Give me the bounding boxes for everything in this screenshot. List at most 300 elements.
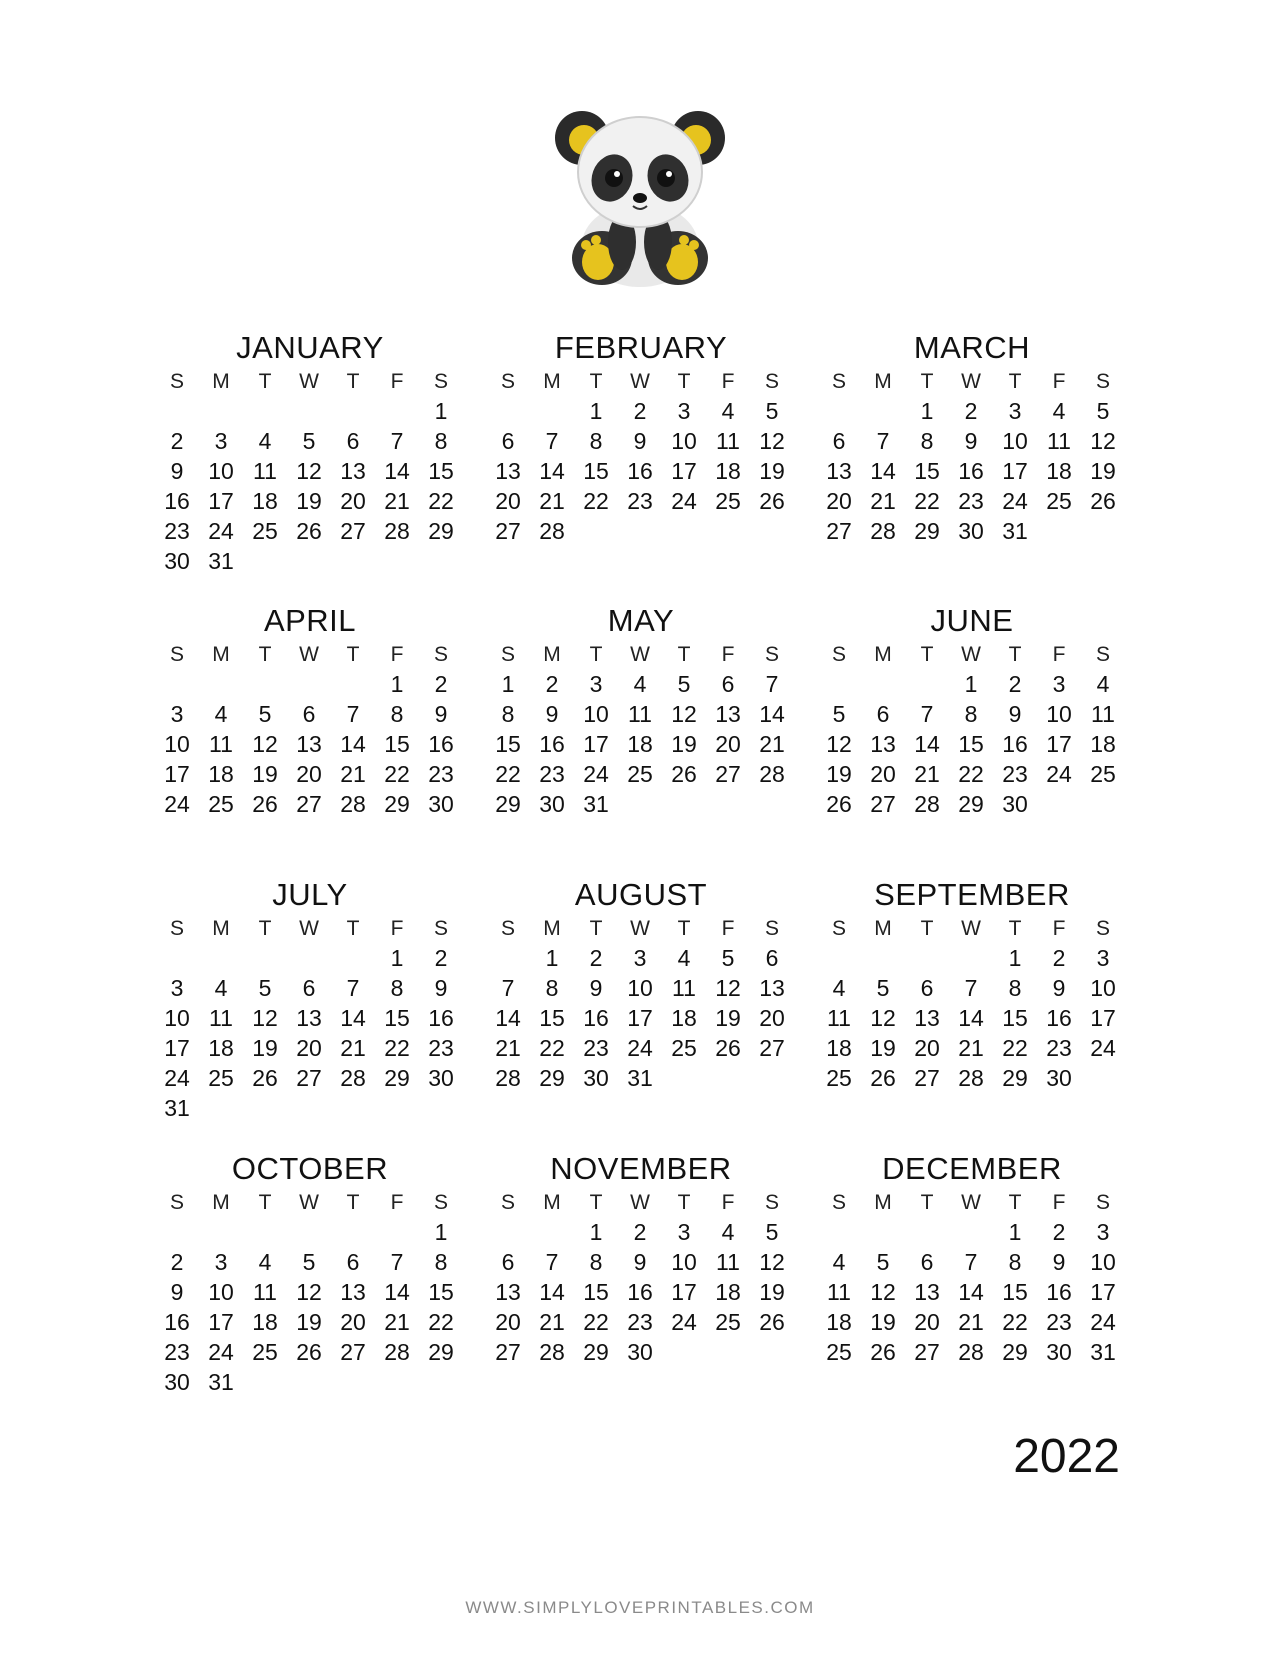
empty-cell — [331, 943, 375, 973]
day-cell: 4 — [214, 975, 228, 1001]
day-cell: 5 — [876, 975, 890, 1001]
month-grid — [155, 640, 465, 819]
month-grid — [817, 1188, 1127, 1367]
day-cell: 18 — [826, 1309, 852, 1335]
day-cell: 11 — [827, 1279, 851, 1305]
day-cell: 3 — [1096, 1219, 1110, 1245]
day-cell: 24 — [671, 488, 697, 514]
day-cell: 26 — [252, 791, 278, 817]
day-cell: 4 — [258, 1249, 272, 1275]
day-cell: 29 — [539, 1065, 565, 1091]
weekday-label: S — [831, 1191, 846, 1214]
day-cell: 17 — [164, 761, 190, 787]
day-cell: 1 — [434, 398, 448, 424]
day-cell: 4 — [1096, 671, 1110, 697]
day-cell: 23 — [627, 1309, 653, 1335]
empty-cell — [486, 943, 530, 973]
weekday-label: S — [764, 917, 779, 940]
day-cell: 16 — [1046, 1005, 1072, 1031]
day-cell: 2 — [633, 398, 647, 424]
month-grid — [486, 367, 796, 546]
day-cell: 17 — [1046, 731, 1072, 757]
day-cell: 12 — [296, 1279, 322, 1305]
day-cell: 3 — [1008, 398, 1022, 424]
weekday-label: S — [169, 1191, 184, 1214]
weekday-label: M — [212, 370, 230, 393]
day-cell: 8 — [1008, 1249, 1022, 1275]
day-cell: 24 — [1002, 488, 1028, 514]
day-cell: 29 — [958, 791, 984, 817]
weekday-label: F — [390, 643, 404, 666]
day-cell: 21 — [495, 1035, 521, 1061]
day-cell: 30 — [627, 1339, 653, 1365]
day-cell: 21 — [384, 488, 410, 514]
day-cell: 31 — [1090, 1339, 1116, 1365]
day-cell: 11 — [1091, 701, 1115, 727]
day-cell: 13 — [340, 458, 366, 484]
day-cell: 1 — [589, 1219, 603, 1245]
day-cell: 19 — [870, 1309, 896, 1335]
day-cell: 17 — [583, 731, 609, 757]
day-cell: 13 — [914, 1005, 940, 1031]
weekday-label: S — [831, 643, 846, 666]
day-cell: 4 — [832, 1249, 846, 1275]
day-cell: 14 — [495, 1005, 521, 1031]
weekday-label: T — [1008, 917, 1022, 940]
day-cell: 28 — [759, 761, 785, 787]
day-cell: 31 — [208, 548, 234, 574]
day-cell: 27 — [296, 791, 322, 817]
empty-cell — [949, 943, 993, 973]
day-cell: 24 — [208, 518, 234, 544]
day-cell: 23 — [164, 1339, 190, 1365]
day-cell: 22 — [1002, 1035, 1028, 1061]
day-cell: 10 — [208, 1279, 234, 1305]
empty-cell — [905, 943, 949, 973]
day-cell: 20 — [495, 488, 521, 514]
day-cell: 1 — [501, 671, 515, 697]
month-title: APRIL — [263, 603, 357, 638]
day-cell: 27 — [296, 1065, 322, 1091]
day-cell: 21 — [958, 1309, 984, 1335]
month-march — [817, 330, 1127, 546]
day-cell: 3 — [677, 1219, 691, 1245]
day-cell: 25 — [826, 1065, 852, 1091]
weekday-label: T — [920, 917, 934, 940]
day-cell: 28 — [539, 518, 565, 544]
day-cell: 22 — [583, 1309, 609, 1335]
day-cell: 20 — [715, 731, 741, 757]
day-cell: 30 — [958, 518, 984, 544]
month-grid — [486, 640, 796, 819]
weekday-label: F — [721, 643, 735, 666]
empty-cell — [199, 669, 243, 699]
empty-cell — [530, 396, 574, 426]
day-cell: 4 — [677, 945, 691, 971]
day-cell: 31 — [583, 791, 609, 817]
day-cell: 24 — [1090, 1035, 1116, 1061]
day-cell: 16 — [627, 1279, 653, 1305]
day-cell: 7 — [765, 671, 779, 697]
day-cell: 10 — [164, 1005, 190, 1031]
weekday-label: S — [764, 643, 779, 666]
month-grid — [155, 1188, 465, 1397]
panda-icon — [540, 80, 740, 290]
weekday-label: M — [874, 1191, 892, 1214]
day-cell: 14 — [340, 1005, 366, 1031]
day-cell: 3 — [677, 398, 691, 424]
weekday-label: M — [543, 370, 561, 393]
day-cell: 15 — [495, 731, 521, 757]
year-label: 2022 — [1013, 1430, 1120, 1483]
day-cell: 1 — [920, 398, 934, 424]
month-grid — [155, 914, 465, 1123]
month-october — [155, 1151, 465, 1397]
day-cell: 15 — [583, 1279, 609, 1305]
day-cell: 16 — [958, 458, 984, 484]
day-cell: 19 — [826, 761, 852, 787]
day-cell: 16 — [164, 1309, 190, 1335]
day-cell: 12 — [252, 731, 278, 757]
weekday-label: T — [1008, 643, 1022, 666]
weekday-label: T — [346, 1191, 360, 1214]
weekday-label: W — [630, 1191, 650, 1214]
day-cell: 7 — [390, 1249, 404, 1275]
empty-cell — [331, 669, 375, 699]
day-cell: 5 — [258, 975, 272, 1001]
weekday-label: T — [920, 643, 934, 666]
day-cell: 24 — [671, 1309, 697, 1335]
day-cell: 27 — [340, 1339, 366, 1365]
day-cell: 22 — [495, 761, 521, 787]
day-cell: 12 — [870, 1005, 896, 1031]
day-cell: 21 — [340, 761, 366, 787]
day-cell: 16 — [539, 731, 565, 757]
day-cell: 23 — [539, 761, 565, 787]
day-cell: 1 — [390, 671, 404, 697]
month-february — [486, 330, 796, 546]
day-cell: 27 — [870, 791, 896, 817]
day-cell: 19 — [870, 1035, 896, 1061]
day-cell: 8 — [964, 701, 978, 727]
weekday-label: W — [961, 917, 981, 940]
weekday-label: T — [677, 643, 691, 666]
month-may — [486, 603, 796, 819]
day-cell: 7 — [920, 701, 934, 727]
day-cell: 10 — [1046, 701, 1072, 727]
day-cell: 30 — [1046, 1339, 1072, 1365]
day-cell: 11 — [628, 701, 652, 727]
day-cell: 6 — [346, 1249, 360, 1275]
day-cell: 12 — [759, 1249, 785, 1275]
empty-cell — [861, 943, 905, 973]
weekday-label: F — [390, 917, 404, 940]
weekday-label: T — [258, 917, 272, 940]
day-cell: 9 — [964, 428, 978, 454]
day-cell: 28 — [958, 1065, 984, 1091]
day-cell: 22 — [539, 1035, 565, 1061]
weekday-label: T — [258, 643, 272, 666]
weekday-label: T — [1008, 1191, 1022, 1214]
weekday-label: W — [961, 643, 981, 666]
day-cell: 28 — [539, 1339, 565, 1365]
day-cell: 12 — [671, 701, 697, 727]
day-cell: 7 — [545, 1249, 559, 1275]
empty-cell — [243, 669, 287, 699]
day-cell: 22 — [583, 488, 609, 514]
day-cell: 17 — [208, 488, 234, 514]
day-cell: 10 — [627, 975, 653, 1001]
day-cell: 25 — [715, 488, 741, 514]
empty-cell — [155, 1217, 199, 1247]
weekday-label: T — [258, 1191, 272, 1214]
day-cell: 7 — [501, 975, 515, 1001]
weekday-label: T — [258, 370, 272, 393]
day-cell: 27 — [826, 518, 852, 544]
day-cell: 24 — [1090, 1309, 1116, 1335]
day-cell: 15 — [428, 458, 454, 484]
empty-cell — [817, 396, 861, 426]
weekday-label: S — [1095, 1191, 1110, 1214]
weekday-label: W — [299, 917, 319, 940]
day-cell: 13 — [715, 701, 741, 727]
weekday-label: S — [169, 643, 184, 666]
day-cell: 26 — [671, 761, 697, 787]
day-cell: 11 — [672, 975, 696, 1001]
day-cell: 9 — [434, 975, 448, 1001]
day-cell: 29 — [428, 518, 454, 544]
weekday-label: S — [500, 643, 515, 666]
day-cell: 14 — [914, 731, 940, 757]
day-cell: 8 — [545, 975, 559, 1001]
empty-cell — [817, 1217, 861, 1247]
empty-cell — [375, 396, 419, 426]
day-cell: 27 — [715, 761, 741, 787]
day-cell: 14 — [759, 701, 785, 727]
day-cell: 11 — [209, 731, 233, 757]
day-cell: 15 — [384, 731, 410, 757]
day-cell: 11 — [253, 458, 277, 484]
month-title: MARCH — [913, 330, 1031, 365]
day-cell: 26 — [296, 518, 322, 544]
day-cell: 16 — [1002, 731, 1028, 757]
day-cell: 28 — [340, 791, 366, 817]
day-cell: 10 — [208, 458, 234, 484]
day-cell: 5 — [765, 398, 779, 424]
day-cell: 1 — [1008, 1219, 1022, 1245]
day-cell: 31 — [627, 1065, 653, 1091]
day-cell: 8 — [434, 428, 448, 454]
day-cell: 6 — [920, 975, 934, 1001]
day-cell: 1 — [1008, 945, 1022, 971]
day-cell: 19 — [759, 458, 785, 484]
month-september — [817, 877, 1127, 1093]
day-cell: 22 — [958, 761, 984, 787]
day-cell: 28 — [495, 1065, 521, 1091]
day-cell: 4 — [721, 1219, 735, 1245]
day-cell: 21 — [914, 761, 940, 787]
day-cell: 2 — [170, 428, 184, 454]
day-cell: 1 — [434, 1219, 448, 1245]
day-cell: 17 — [1090, 1279, 1116, 1305]
day-cell: 20 — [340, 488, 366, 514]
day-cell: 18 — [252, 488, 278, 514]
day-cell: 7 — [545, 428, 559, 454]
day-cell: 19 — [715, 1005, 741, 1031]
weekday-label: W — [961, 370, 981, 393]
day-cell: 30 — [583, 1065, 609, 1091]
day-cell: 20 — [296, 1035, 322, 1061]
weekday-label: F — [1052, 917, 1066, 940]
month-december — [817, 1151, 1127, 1367]
day-cell: 5 — [258, 701, 272, 727]
empty-cell — [287, 943, 331, 973]
month-title: SEPTEMBER — [874, 877, 1070, 912]
day-cell: 5 — [1096, 398, 1110, 424]
day-cell: 27 — [914, 1065, 940, 1091]
day-cell: 2 — [589, 945, 603, 971]
weekday-label: S — [1095, 370, 1110, 393]
empty-cell — [486, 1217, 530, 1247]
day-cell: 26 — [870, 1339, 896, 1365]
day-cell: 22 — [428, 1309, 454, 1335]
month-july — [155, 877, 465, 1123]
weekday-label: M — [874, 917, 892, 940]
day-cell: 12 — [715, 975, 741, 1001]
day-cell: 20 — [914, 1309, 940, 1335]
empty-cell — [905, 1217, 949, 1247]
day-cell: 26 — [759, 1309, 785, 1335]
day-cell: 27 — [495, 518, 521, 544]
day-cell: 11 — [716, 1249, 740, 1275]
day-cell: 20 — [914, 1035, 940, 1061]
weekday-label: T — [589, 370, 603, 393]
weekday-label: S — [500, 1191, 515, 1214]
day-cell: 7 — [964, 1249, 978, 1275]
day-cell: 9 — [1008, 701, 1022, 727]
day-cell: 12 — [252, 1005, 278, 1031]
day-cell: 2 — [1052, 945, 1066, 971]
day-cell: 12 — [759, 428, 785, 454]
weekday-label: S — [433, 1191, 448, 1214]
day-cell: 15 — [428, 1279, 454, 1305]
weekday-label: M — [212, 643, 230, 666]
day-cell: 15 — [958, 731, 984, 757]
day-cell: 26 — [715, 1035, 741, 1061]
day-cell: 26 — [826, 791, 852, 817]
day-cell: 5 — [721, 945, 735, 971]
weekday-label: W — [299, 643, 319, 666]
day-cell: 30 — [428, 791, 454, 817]
day-cell: 4 — [721, 398, 735, 424]
day-cell: 15 — [914, 458, 940, 484]
day-cell: 27 — [914, 1339, 940, 1365]
day-cell: 6 — [721, 671, 735, 697]
day-cell: 30 — [539, 791, 565, 817]
day-cell: 29 — [428, 1339, 454, 1365]
day-cell: 14 — [958, 1005, 984, 1031]
day-cell: 13 — [870, 731, 896, 757]
day-cell: 3 — [170, 975, 184, 1001]
day-cell: 24 — [164, 791, 190, 817]
empty-cell — [375, 1217, 419, 1247]
day-cell: 6 — [302, 701, 316, 727]
day-cell: 15 — [539, 1005, 565, 1031]
day-cell: 30 — [1002, 791, 1028, 817]
day-cell: 2 — [545, 671, 559, 697]
weekday-label: T — [1008, 370, 1022, 393]
empty-cell — [817, 943, 861, 973]
day-cell: 6 — [920, 1249, 934, 1275]
day-cell: 19 — [671, 731, 697, 757]
day-cell: 6 — [302, 975, 316, 1001]
day-cell: 24 — [583, 761, 609, 787]
day-cell: 6 — [876, 701, 890, 727]
weekday-label: T — [920, 1191, 934, 1214]
day-cell: 1 — [589, 398, 603, 424]
day-cell: 16 — [164, 488, 190, 514]
day-cell: 4 — [1052, 398, 1066, 424]
day-cell: 3 — [214, 1249, 228, 1275]
day-cell: 16 — [1046, 1279, 1072, 1305]
day-cell: 25 — [252, 1339, 278, 1365]
weekday-label: F — [390, 1191, 404, 1214]
day-cell: 11 — [209, 1005, 233, 1031]
day-cell: 10 — [1090, 1249, 1116, 1275]
day-cell: 7 — [346, 701, 360, 727]
day-cell: 9 — [1052, 1249, 1066, 1275]
month-grid — [486, 1188, 796, 1367]
day-cell: 18 — [1090, 731, 1116, 757]
day-cell: 25 — [715, 1309, 741, 1335]
day-cell: 29 — [384, 791, 410, 817]
day-cell: 15 — [384, 1005, 410, 1031]
day-cell: 19 — [252, 1035, 278, 1061]
month-title: JULY — [272, 877, 348, 912]
weekday-label: F — [1052, 370, 1066, 393]
empty-cell — [861, 669, 905, 699]
month-grid — [817, 640, 1127, 819]
day-cell: 5 — [765, 1219, 779, 1245]
day-cell: 18 — [1046, 458, 1072, 484]
empty-cell — [287, 1217, 331, 1247]
day-cell: 17 — [1002, 458, 1028, 484]
weekday-label: T — [677, 917, 691, 940]
day-cell: 8 — [390, 701, 404, 727]
weekday-label: T — [920, 370, 934, 393]
day-cell: 24 — [208, 1339, 234, 1365]
day-cell: 28 — [870, 518, 896, 544]
day-cell: 29 — [495, 791, 521, 817]
day-cell: 23 — [958, 488, 984, 514]
day-cell: 26 — [870, 1065, 896, 1091]
day-cell: 6 — [832, 428, 846, 454]
weekday-label: T — [677, 1191, 691, 1214]
day-cell: 15 — [1002, 1279, 1028, 1305]
day-cell: 21 — [340, 1035, 366, 1061]
day-cell: 18 — [252, 1309, 278, 1335]
day-cell: 10 — [583, 701, 609, 727]
day-cell: 10 — [1090, 975, 1116, 1001]
day-cell: 13 — [759, 975, 785, 1001]
empty-cell — [243, 396, 287, 426]
day-cell: 18 — [715, 458, 741, 484]
day-cell: 23 — [583, 1035, 609, 1061]
weekday-label: S — [764, 370, 779, 393]
month-title: DECEMBER — [882, 1151, 1062, 1186]
day-cell: 2 — [1008, 671, 1022, 697]
day-cell: 28 — [914, 791, 940, 817]
